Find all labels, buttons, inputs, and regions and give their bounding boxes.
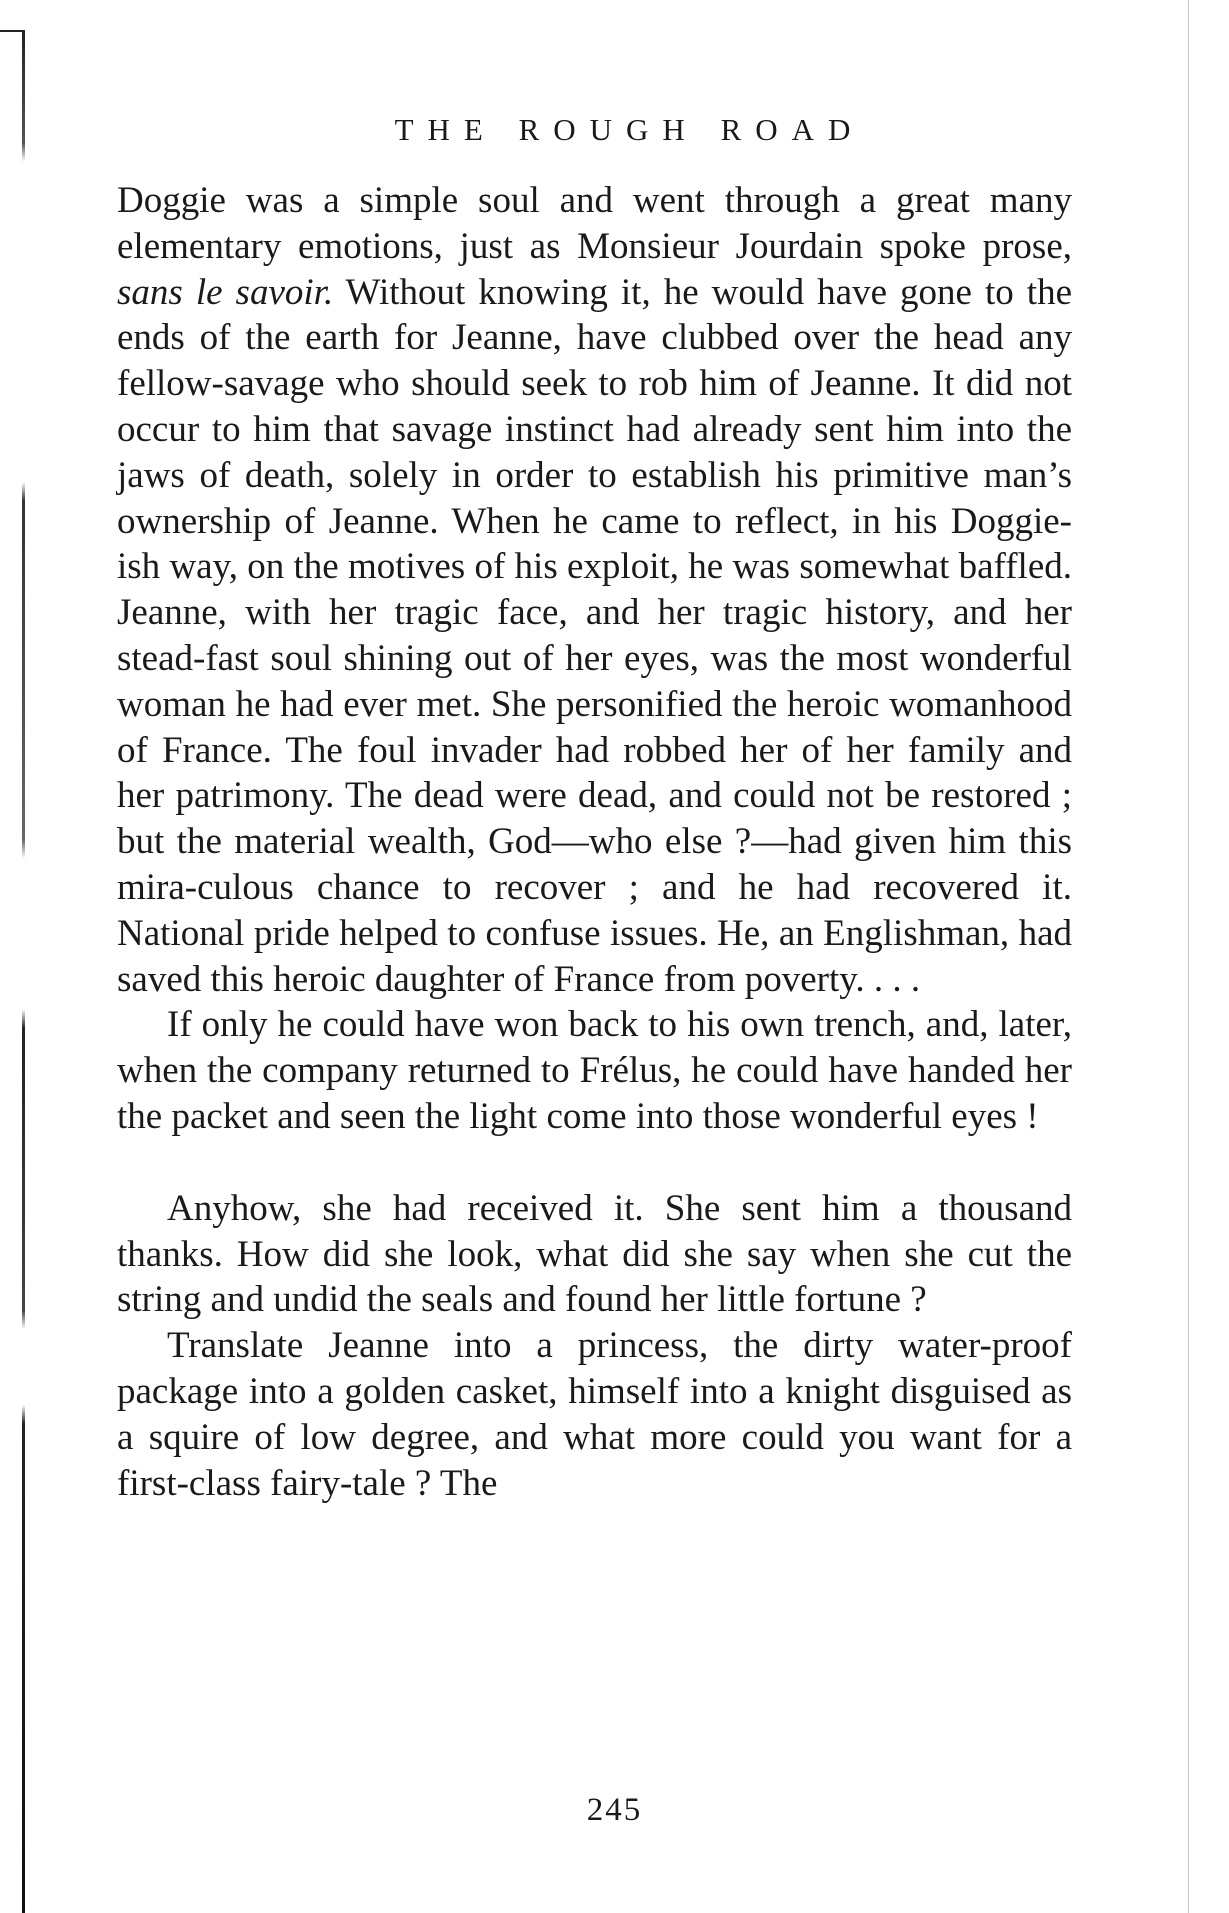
body-text — [117, 178, 1072, 1506]
paragraph-1 — [117, 178, 1072, 1002]
paragraph-4: Translate Jeanne into a princess, the dirty water-proof package into a golden casket, himself into a knight disguised as a squire of low degree, and what more could you want for a first-class fairy-tale ? The — [117, 1325, 1072, 1504]
running-head — [0, 112, 1229, 148]
paragraph-2: If only he could have won back to his own trench, and, later, when the company returned to Frélus, he could have handed her the packet and seen the light come into those wonderful eyes ! — [117, 1004, 1072, 1137]
page-number: 245 — [586, 1792, 643, 1828]
running-head-text: THE ROUGH ROAD — [394, 112, 865, 147]
scan-binding-mark — [0, 30, 22, 32]
paragraph-3: Anyhow, she had received it. She sent him a thousand thanks. How did she look, what did she say when she cut the string and undid the seals and found her little fortune ? — [117, 1187, 1072, 1321]
paragraph-1-before: Doggie was a simple soul and went through a great many elementary emotions, just as Monsieur Jourdain spoke prose, — [117, 180, 1072, 267]
paragraph-1-after: Without knowing it, he would have gone to the ends of the earth for Jeanne, have clubbed over the head any fellow-savage who should seek to rob him of Jeanne. It did not occur to him that savage instinct had already sent him into the jaws of death, solely in order to establish his primitive man’s ownership of Jeanne. When he came to reflect, in his Doggie-ish way, on the motives of his exploit, he was somewhat baffled. Jeanne, with her tragic face, and her tragic history, and her stead-fast soul shining out of her eyes, was the most wonderful woman he had ever met. She personified the heroic womanhood of France. The foul invader had robbed her of her family and her patrimony. The dead were dead, and could not be restored ; but the material wealth, God—who else ?—had given him this mira-culous chance to recover ; and he had recovered it. National pride helped to confuse issues. He, an Englishman, had saved this heroic daughter of France from poverty. . . . — [117, 271, 1073, 1000]
scan-page-edge — [1188, 0, 1189, 1913]
scan-binding-edge — [22, 30, 25, 1913]
paragraph-1-italic: sans le savoir. — [117, 271, 334, 313]
